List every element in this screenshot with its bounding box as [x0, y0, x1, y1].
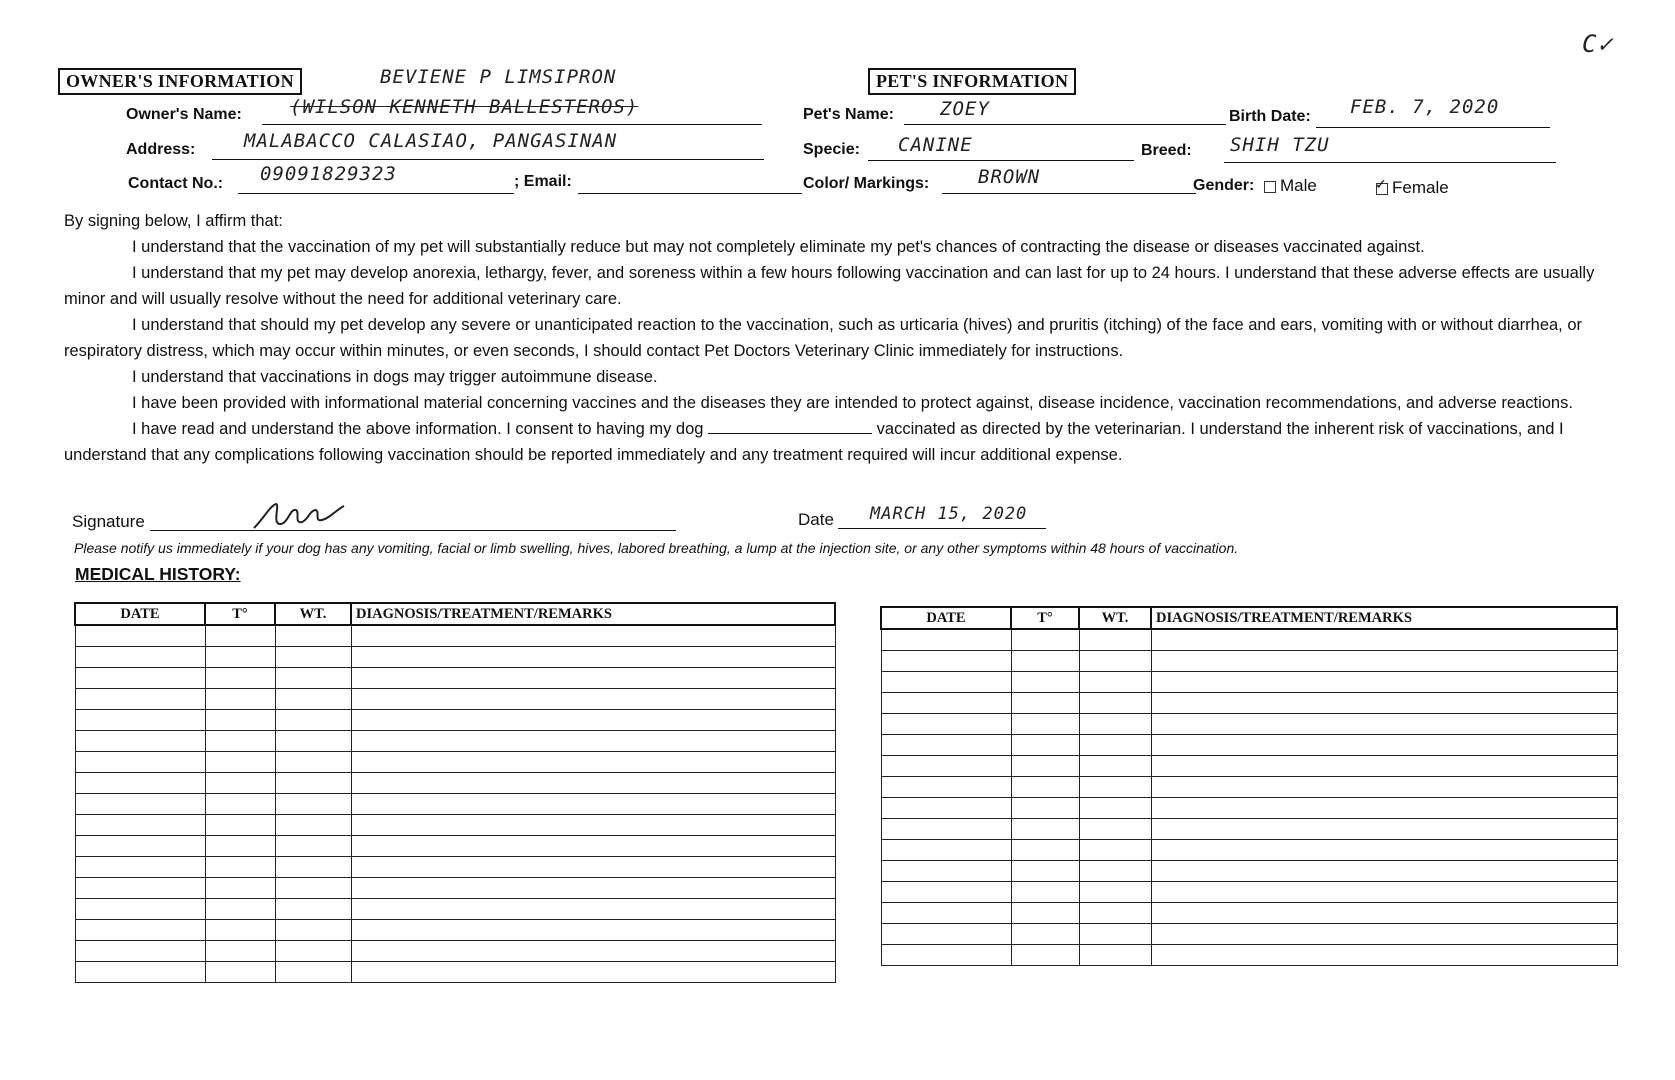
table-cell[interactable] — [1079, 945, 1151, 966]
gender-male-option[interactable]: Male — [1264, 176, 1317, 196]
affirm-paragraph-5: I have been provided with informational material concerning vaccines and the diseases they are intended to protect against, disease incidence, vaccination recommendations, and adverse reactions. — [132, 394, 1573, 412]
table-cell[interactable] — [351, 689, 835, 710]
table-row — [75, 731, 835, 752]
table-cell[interactable] — [351, 836, 835, 857]
table-cell[interactable] — [275, 899, 351, 920]
table-row — [881, 882, 1617, 903]
table-cell[interactable] — [881, 756, 1011, 777]
birth-date-label: Birth Date: — [1229, 108, 1311, 125]
table-row — [75, 710, 835, 731]
affirm-intro: By signing below, I affirm that: — [64, 212, 283, 230]
table-row — [75, 689, 835, 710]
table-cell[interactable] — [1079, 903, 1151, 924]
table-row — [75, 773, 835, 794]
table-row — [75, 941, 835, 962]
table-cell[interactable] — [205, 731, 275, 752]
medical-history-table-left — [74, 602, 836, 983]
gender-male-checkbox[interactable] — [1264, 181, 1276, 193]
table-cell[interactable] — [75, 815, 205, 836]
table-cell[interactable] — [881, 693, 1011, 714]
table-cell[interactable] — [881, 798, 1011, 819]
table-row — [881, 735, 1617, 756]
table-cell[interactable] — [1151, 798, 1617, 819]
table-cell[interactable] — [205, 625, 275, 647]
table-cell[interactable] — [205, 815, 275, 836]
pet-name-value[interactable]: ZOEY — [940, 98, 990, 120]
table-row — [75, 815, 835, 836]
table-cell[interactable] — [205, 899, 275, 920]
table-cell[interactable] — [75, 625, 205, 647]
table-cell[interactable] — [1079, 924, 1151, 945]
dog-name-blank[interactable] — [708, 419, 872, 434]
table-cell[interactable] — [1079, 693, 1151, 714]
table-cell[interactable] — [275, 878, 351, 899]
contact-value[interactable]: 09091829323 — [260, 163, 397, 185]
table-cell[interactable] — [75, 794, 205, 815]
table-cell[interactable] — [75, 647, 205, 668]
table-cell[interactable] — [881, 903, 1011, 924]
table-row — [881, 840, 1617, 861]
specie-value[interactable]: CANINE — [898, 134, 973, 156]
table-cell[interactable] — [75, 962, 205, 983]
table-cell[interactable] — [351, 962, 835, 983]
table-cell[interactable] — [275, 962, 351, 983]
table-cell[interactable] — [75, 878, 205, 899]
table-cell[interactable] — [351, 710, 835, 731]
col-remarks: DIAGNOSIS/TREATMENT/REMARKS — [1151, 607, 1617, 629]
table-row — [881, 651, 1617, 672]
signature-mark — [250, 500, 350, 532]
table-row — [881, 903, 1617, 924]
table-cell[interactable] — [1079, 777, 1151, 798]
table-cell[interactable] — [881, 819, 1011, 840]
col-remarks: DIAGNOSIS/TREATMENT/REMARKS — [351, 603, 835, 625]
table-cell[interactable] — [205, 962, 275, 983]
table-cell[interactable] — [1011, 756, 1079, 777]
table-cell[interactable] — [351, 752, 835, 773]
table-row — [881, 819, 1617, 840]
table-cell[interactable] — [881, 882, 1011, 903]
table-cell[interactable] — [205, 857, 275, 878]
table-cell[interactable] — [1011, 840, 1079, 861]
affirm-paragraph-1: I understand that the vaccination of my pet will substantially reduce but may not completely eliminate my pet's chances of contracting the disease or diseases vaccinated against. — [132, 238, 1425, 256]
table-cell[interactable] — [1151, 756, 1617, 777]
table-cell[interactable] — [205, 920, 275, 941]
table-cell[interactable] — [1151, 945, 1617, 966]
table-cell[interactable] — [1079, 798, 1151, 819]
table-row — [75, 899, 835, 920]
table-cell[interactable] — [881, 861, 1011, 882]
table-cell[interactable] — [351, 899, 835, 920]
table-cell[interactable] — [205, 752, 275, 773]
table-cell[interactable] — [1011, 672, 1079, 693]
table-cell[interactable] — [75, 899, 205, 920]
signature-label: Signature — [72, 512, 145, 531]
table-cell[interactable] — [205, 689, 275, 710]
table-cell[interactable] — [275, 689, 351, 710]
table-cell[interactable] — [881, 735, 1011, 756]
table-cell[interactable] — [205, 710, 275, 731]
table-cell[interactable] — [1151, 735, 1617, 756]
table-cell[interactable] — [1011, 798, 1079, 819]
table-cell[interactable] — [881, 714, 1011, 735]
table-cell[interactable] — [1011, 629, 1079, 651]
table-cell[interactable] — [205, 794, 275, 815]
table-row — [881, 756, 1617, 777]
table-row — [75, 647, 835, 668]
col-weight: WT. — [275, 603, 351, 625]
table-cell[interactable] — [1079, 840, 1151, 861]
col-date: DATE — [881, 607, 1011, 629]
table-cell[interactable] — [75, 668, 205, 689]
table-cell[interactable] — [1011, 945, 1079, 966]
table-cell[interactable] — [1079, 861, 1151, 882]
table-row — [881, 945, 1617, 966]
table-cell[interactable] — [1079, 714, 1151, 735]
table-cell[interactable] — [1011, 861, 1079, 882]
table-cell[interactable] — [1151, 777, 1617, 798]
table-cell[interactable] — [351, 878, 835, 899]
breed-label: Breed: — [1141, 142, 1192, 159]
table-cell[interactable] — [1011, 735, 1079, 756]
table-cell[interactable] — [1151, 629, 1617, 651]
address-value[interactable]: MALABACCO CALASIAO, PANGASINAN — [244, 130, 618, 152]
table-cell[interactable] — [351, 647, 835, 668]
table-cell[interactable] — [75, 731, 205, 752]
table-cell[interactable] — [75, 689, 205, 710]
table-row — [75, 625, 835, 647]
owner-name-replacement: BEVIENE P LIMSIPRON — [380, 66, 617, 88]
table-row — [75, 752, 835, 773]
table-cell[interactable] — [1079, 629, 1151, 651]
affirm-paragraph-2: I understand that my pet may develop anorexia, lethargy, fever, and soreness within a few hours following vaccination and can last for up to 24 hours. I understand that these adverse effects are usually minor and will usually resolve without the need for additional veterinary care. — [64, 264, 1595, 308]
table-row — [881, 693, 1617, 714]
pet-section-title: PET'S INFORMATION — [868, 68, 1076, 95]
table-cell[interactable] — [275, 941, 351, 962]
table-cell[interactable] — [881, 629, 1011, 651]
table-cell[interactable] — [351, 773, 835, 794]
table-cell[interactable] — [205, 668, 275, 689]
table-cell[interactable] — [75, 920, 205, 941]
medical-history-title: MEDICAL HISTORY: — [75, 564, 241, 584]
table-row — [881, 798, 1617, 819]
table-cell[interactable] — [1079, 672, 1151, 693]
email-label: ; Email: — [514, 173, 572, 190]
affirmation-text — [64, 208, 1610, 468]
table-cell[interactable] — [75, 941, 205, 962]
table-cell[interactable] — [881, 777, 1011, 798]
specie-label: Specie: — [803, 141, 860, 158]
table-cell[interactable] — [1011, 903, 1079, 924]
table-cell[interactable] — [1011, 777, 1079, 798]
table-cell[interactable] — [275, 710, 351, 731]
table-cell[interactable] — [351, 794, 835, 815]
color-markings-value[interactable]: BROWN — [978, 166, 1041, 188]
medical-history-table-right — [880, 606, 1618, 966]
owner-name-label: Owner's Name: — [126, 106, 242, 123]
table-cell[interactable] — [1151, 861, 1617, 882]
table-cell[interactable] — [881, 651, 1011, 672]
table-cell[interactable] — [1079, 819, 1151, 840]
table-row — [75, 836, 835, 857]
table-cell[interactable] — [205, 836, 275, 857]
table-cell[interactable] — [275, 815, 351, 836]
table-cell[interactable] — [1011, 693, 1079, 714]
table-cell[interactable] — [351, 815, 835, 836]
table-row — [881, 714, 1617, 735]
table-cell[interactable] — [1151, 672, 1617, 693]
table-cell[interactable] — [881, 840, 1011, 861]
affirm-paragraph-6: I have read and understand the above information. I consent to having my dog vaccinated as directed by the veterinarian. I understand the inherent risk of vaccinations, and I understand that any complications following vaccination should be reported immediately and any treatment required will incur additional expense. — [64, 420, 1564, 464]
table-cell[interactable] — [75, 752, 205, 773]
table-cell[interactable] — [1151, 924, 1617, 945]
table-row — [75, 668, 835, 689]
table-cell[interactable] — [1011, 714, 1079, 735]
table-row — [881, 924, 1617, 945]
table-cell[interactable] — [275, 731, 351, 752]
notice-text: Please notify us immediately if your dog has any vomiting, facial or limb swelling, hives, labored breathing, a lump at the injection site, or any other symptoms within 48 hours of vaccination. — [74, 540, 1239, 556]
table-cell[interactable] — [75, 710, 205, 731]
table-cell[interactable] — [205, 878, 275, 899]
table-cell[interactable] — [1151, 819, 1617, 840]
table-cell[interactable] — [351, 668, 835, 689]
table-cell[interactable] — [1079, 651, 1151, 672]
table-cell[interactable] — [351, 625, 835, 647]
birth-date-value[interactable]: FEB. 7, 2020 — [1350, 96, 1500, 118]
table-cell[interactable] — [1151, 714, 1617, 735]
table-cell[interactable] — [1151, 882, 1617, 903]
table-cell[interactable] — [881, 924, 1011, 945]
review-check-mark: C✓ — [1582, 30, 1613, 58]
table-cell[interactable] — [351, 920, 835, 941]
table-cell[interactable] — [75, 857, 205, 878]
table-cell[interactable] — [275, 836, 351, 857]
gender-female-checkbox[interactable]: ✓ — [1376, 183, 1388, 195]
table-cell[interactable] — [275, 773, 351, 794]
table-row — [75, 794, 835, 815]
table-row — [881, 777, 1617, 798]
table-cell[interactable] — [275, 625, 351, 647]
col-temp: T° — [205, 603, 275, 625]
table-row — [75, 857, 835, 878]
table-cell[interactable] — [351, 941, 835, 962]
table-cell[interactable] — [1011, 882, 1079, 903]
affirm-paragraph-4: I understand that vaccinations in dogs may trigger autoimmune disease. — [132, 368, 658, 386]
table-cell[interactable] — [205, 647, 275, 668]
table-cell[interactable] — [275, 920, 351, 941]
table-cell[interactable] — [205, 941, 275, 962]
col-date: DATE — [75, 603, 205, 625]
owner-name-value[interactable]: (WILSON KENNETH BALLESTEROS) — [290, 96, 639, 118]
table-cell[interactable] — [275, 857, 351, 878]
table-cell[interactable] — [1151, 693, 1617, 714]
table-cell[interactable] — [1011, 819, 1079, 840]
date-value[interactable]: MARCH 15, 2020 — [870, 504, 1028, 524]
table-cell[interactable] — [275, 668, 351, 689]
table-row — [881, 672, 1617, 693]
address-label: Address: — [126, 141, 196, 158]
table-cell[interactable] — [205, 773, 275, 794]
col-temp: T° — [1011, 607, 1079, 629]
table-cell[interactable] — [1079, 735, 1151, 756]
owner-section-title: OWNER'S INFORMATION — [58, 68, 302, 95]
table-row — [75, 920, 835, 941]
pet-name-label: Pet's Name: — [803, 106, 894, 123]
contact-label: Contact No.: — [128, 175, 224, 192]
gender-label: Gender: — [1193, 177, 1255, 194]
table-row — [75, 962, 835, 983]
affirm-paragraph-3: I understand that should my pet develop any severe or unanticipated reaction to the vaccination, such as urticaria (hives) and pruritis (itching) of the face and ears, vomiting with or without diarrhea, or respiratory distress, which may occur within minutes, or even seconds, I should contact Pet Doctors Veterinary Clinic immediately for instructions. — [64, 316, 1583, 360]
table-cell[interactable] — [275, 752, 351, 773]
table-cell[interactable] — [351, 731, 835, 752]
table-cell[interactable] — [1151, 651, 1617, 672]
table-cell[interactable] — [881, 945, 1011, 966]
table-cell[interactable] — [1011, 924, 1079, 945]
table-cell[interactable] — [275, 794, 351, 815]
table-cell[interactable] — [75, 836, 205, 857]
date-label: Date — [798, 510, 834, 529]
table-row — [881, 629, 1617, 651]
table-cell[interactable] — [75, 773, 205, 794]
color-markings-label: Color/ Markings: — [803, 175, 930, 192]
table-cell[interactable] — [1151, 903, 1617, 924]
table-cell[interactable] — [1079, 756, 1151, 777]
col-weight: WT. — [1079, 607, 1151, 629]
table-cell[interactable] — [351, 857, 835, 878]
gender-female-option[interactable]: ✓ Female — [1375, 175, 1449, 197]
table-cell[interactable] — [275, 647, 351, 668]
table-row — [881, 861, 1617, 882]
breed-value[interactable]: SHIH TZU — [1230, 134, 1330, 156]
table-cell[interactable] — [881, 672, 1011, 693]
table-cell[interactable] — [1079, 882, 1151, 903]
table-cell[interactable] — [1151, 840, 1617, 861]
table-row — [75, 878, 835, 899]
table-cell[interactable] — [1011, 651, 1079, 672]
